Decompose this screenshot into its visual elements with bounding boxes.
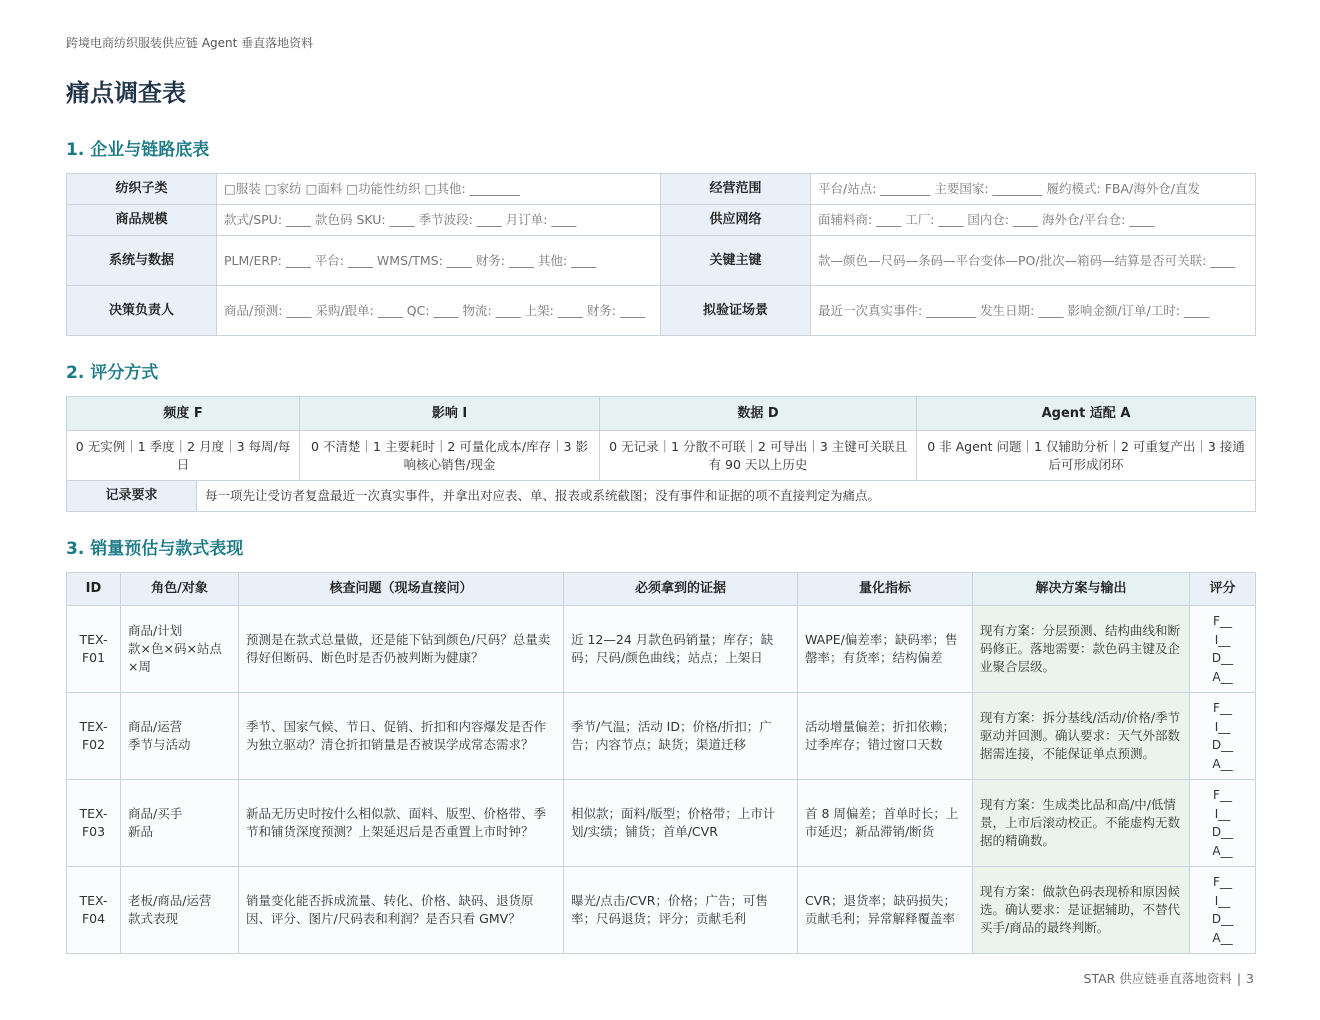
role-object: 新品 bbox=[128, 824, 154, 839]
page-number: 3 bbox=[1246, 971, 1254, 986]
cell-evidence: 曝光/点击/CVR；价格；广告；可售率；尺码退货；评分；贡献毛利 bbox=[564, 867, 798, 954]
score-field[interactable]: A__ bbox=[1212, 669, 1233, 684]
cell-question: 季节、国家气候、节日、促销、折扣和内容爆发是否作为独立驱动？清仓折扣销量是否被误学成常态需求？ bbox=[239, 693, 564, 780]
score-field[interactable]: D__ bbox=[1211, 912, 1234, 926]
cell-solution: 现有方案：做款色码表现桥和原因候选。确认要求：是证据辅助，不替代买手/商品的最终判断。 bbox=[973, 867, 1190, 954]
cell-metrics: 活动增量偏差；折扣依赖；过季库存；错过窗口天数 bbox=[798, 693, 973, 780]
header-solution: 解决方案与输出 bbox=[973, 573, 1190, 606]
table-row bbox=[67, 606, 1256, 693]
cell-question: 销量变化能否拆成流量、转化、价格、缺码、退货原因、评分、图片/尺码表和利润？是否只看 GMV？ bbox=[239, 867, 564, 954]
table-row bbox=[67, 780, 1256, 867]
cell-role bbox=[121, 606, 239, 693]
cell-score bbox=[1190, 780, 1256, 867]
score-field[interactable]: A__ bbox=[1212, 843, 1233, 858]
role-name: 老板/商品/运营 bbox=[128, 893, 212, 908]
cell-solution: 现有方案：拆分基线/活动/价格/季节驱动并回测。确认要求：天气外部数据需连接，不能保证单点预测。 bbox=[973, 693, 1190, 780]
cell-role bbox=[121, 693, 239, 780]
row-label: 经营范围 bbox=[661, 174, 811, 205]
row-value: PLM/ERP: ____ 平台: ____ WMS/TMS: ____ 财务: ____ 其他: ____ bbox=[217, 236, 661, 286]
table-row bbox=[67, 236, 1256, 286]
cell-evidence: 相似款；面料/版型；价格带；上市计划/实绩；铺货；首单/CVR bbox=[564, 780, 798, 867]
role-object: 款式表现 bbox=[128, 911, 179, 926]
footer-text: STAR 供应链垂直落地资料 bbox=[1083, 971, 1232, 986]
cell-score bbox=[1190, 867, 1256, 954]
section-heading-3: 3. 销量预估与款式表现 bbox=[66, 539, 244, 559]
header-metrics: 量化指标 bbox=[798, 573, 973, 606]
table-row bbox=[67, 286, 1256, 336]
score-field[interactable]: D__ bbox=[1211, 825, 1234, 839]
table-header-row bbox=[67, 397, 1256, 431]
cell-metrics: 首 8 周偏差；首单时长；上市延迟；新品滞销/断货 bbox=[798, 780, 973, 867]
section-heading-2: 2. 评分方式 bbox=[66, 363, 159, 383]
row-label: 关键主键 bbox=[661, 236, 811, 286]
row-value: □服装 □家纺 □面料 □功能性纺织 □其他: ________ bbox=[217, 174, 661, 205]
cell-score bbox=[1190, 693, 1256, 780]
row-value: 面辅料商: ____ 工厂: ____ 国内仓: ____ 海外仓/平台仓: ____ bbox=[811, 205, 1256, 236]
cell-role bbox=[121, 780, 239, 867]
score-field[interactable]: D__ bbox=[1211, 651, 1234, 665]
score-field[interactable]: F__ bbox=[1213, 614, 1232, 628]
table-row bbox=[67, 867, 1256, 954]
score-field[interactable]: D__ bbox=[1211, 738, 1234, 752]
cell-metrics: CVR；退货率；缺码损失；贡献毛利；异常解释覆盖率 bbox=[798, 867, 973, 954]
cell-role bbox=[121, 867, 239, 954]
score-field[interactable]: I__ bbox=[1214, 806, 1231, 821]
cell-evidence: 近 12—24 月款色码销量；库存；缺码；尺码/颜色曲线；站点；上架日 bbox=[564, 606, 798, 693]
forecast-table bbox=[66, 572, 1256, 954]
table-row bbox=[67, 481, 1256, 512]
cell-solution: 现有方案：生成类比品和高/中/低情景，上市后滚动校正。不能虚构无数据的精确数。 bbox=[973, 780, 1190, 867]
role-name: 商品/运营 bbox=[128, 719, 183, 734]
issue-id: TEX-F03 bbox=[79, 806, 108, 839]
enterprise-chain-table bbox=[66, 173, 1256, 336]
cell-evidence: 季节/气温；活动 ID；价格/折扣；广告；内容节点；缺货；渠道迁移 bbox=[564, 693, 798, 780]
row-label: 拟验证场景 bbox=[661, 286, 811, 336]
table-row bbox=[67, 693, 1256, 780]
row-label: 商品规模 bbox=[67, 205, 217, 236]
header-evidence: 必须拿到的证据 bbox=[564, 573, 798, 606]
cell-id bbox=[67, 606, 121, 693]
issue-id: TEX-F04 bbox=[79, 893, 108, 926]
row-value: 平台/站点: ________ 主要国家: ________ 履约模式: FBA/海外仓/直发 bbox=[811, 174, 1256, 205]
header-role: 角色/对象 bbox=[121, 573, 239, 606]
header-question: 核查问题（现场直接问） bbox=[239, 573, 564, 606]
header-agent-fit: Agent 适配 A bbox=[917, 397, 1256, 431]
section-heading-1: 1. 企业与链路底表 bbox=[66, 140, 210, 160]
row-label: 系统与数据 bbox=[67, 236, 217, 286]
score-field[interactable]: A__ bbox=[1212, 930, 1233, 945]
row-value: 款式/SPU: ____ 款色码 SKU: ____ 季节波段: ____ 月订单: ____ bbox=[217, 205, 661, 236]
score-field[interactable]: A__ bbox=[1212, 756, 1233, 771]
score-field[interactable]: F__ bbox=[1213, 875, 1232, 889]
row-value: 最近一次真实事件: ________ 发生日期: ____ 影响金额/订单/工时: ____ bbox=[811, 286, 1256, 336]
score-field[interactable]: I__ bbox=[1214, 893, 1231, 908]
score-field[interactable]: I__ bbox=[1214, 632, 1231, 647]
table-row bbox=[67, 174, 1256, 205]
scoring-table bbox=[66, 396, 1256, 512]
header-score: 评分 bbox=[1190, 573, 1256, 606]
issue-id: TEX-F02 bbox=[79, 719, 108, 752]
header-id: ID bbox=[67, 573, 121, 606]
cell-id bbox=[67, 867, 121, 954]
record-requirement-text: 每一项先让受访者复盘最近一次真实事件，并拿出对应表、单、报表或系统截图；没有事件和证据的项不直接判定为痛点。 bbox=[197, 481, 1256, 512]
scale-data: 0 无记录｜1 分散不可联｜2 可导出｜3 主键可关联且有 90 天以上历史 bbox=[600, 431, 917, 481]
scale-frequency: 0 无实例｜1 季度｜2 月度｜3 每周/每日 bbox=[67, 431, 300, 481]
page-title: 痛点调查表 bbox=[66, 79, 186, 107]
cell-metrics: WAPE/偏差率；缺码率；售罄率；有货率；结构偏差 bbox=[798, 606, 973, 693]
table-row bbox=[67, 205, 1256, 236]
row-label: 供应网络 bbox=[661, 205, 811, 236]
row-value: 款—颜色—尺码—条码—平台变体—PO/批次—箱码—结算是否可关联: ____ bbox=[811, 236, 1256, 286]
header-frequency: 频度 F bbox=[67, 397, 300, 431]
record-requirement-label: 记录要求 bbox=[67, 481, 197, 512]
row-label: 决策负责人 bbox=[67, 286, 217, 336]
role-object: 款×色×码×站点×周 bbox=[128, 641, 222, 674]
running-header: 跨境电商纺织服装供应链 Agent 垂直落地资料 bbox=[66, 36, 314, 50]
header-impact: 影响 I bbox=[300, 397, 600, 431]
scale-agent-fit: 0 非 Agent 问题｜1 仅辅助分析｜2 可重复产出｜3 接通后可形成闭环 bbox=[917, 431, 1256, 481]
header-data: 数据 D bbox=[600, 397, 917, 431]
issue-id: TEX-F01 bbox=[79, 632, 108, 665]
row-value: 商品/预测: ____ 采购/跟单: ____ QC: ____ 物流: ____ 上架: ____ 财务: ____ bbox=[217, 286, 661, 336]
cell-question: 预测是在款式总量做，还是能下钻到颜色/尺码？总量卖得好但断码、断色时是否仍被判断为健康？ bbox=[239, 606, 564, 693]
footer-separator: | bbox=[1236, 971, 1242, 986]
table-header-row bbox=[67, 573, 1256, 606]
score-field[interactable]: F__ bbox=[1213, 788, 1232, 802]
score-field[interactable]: I__ bbox=[1214, 719, 1231, 734]
cell-score bbox=[1190, 606, 1256, 693]
score-field[interactable]: F__ bbox=[1213, 701, 1232, 715]
row-label: 纺织子类 bbox=[67, 174, 217, 205]
cell-id bbox=[67, 693, 121, 780]
role-object: 季节与活动 bbox=[128, 737, 191, 752]
page-footer bbox=[1084, 969, 1254, 987]
role-name: 商品/计划 bbox=[128, 623, 183, 638]
cell-question: 新品无历史时按什么相似款、面料、版型、价格带、季节和铺货深度预测？上架延迟后是否重置上市时钟？ bbox=[239, 780, 564, 867]
cell-solution: 现有方案：分层预测、结构曲线和断码修正。落地需要：款色码主键及企业聚合层级。 bbox=[973, 606, 1190, 693]
table-row bbox=[67, 431, 1256, 481]
cell-id bbox=[67, 780, 121, 867]
role-name: 商品/买手 bbox=[128, 806, 183, 821]
scale-impact: 0 不清楚｜1 主要耗时｜2 可量化成本/库存｜3 影响核心销售/现金 bbox=[300, 431, 600, 481]
